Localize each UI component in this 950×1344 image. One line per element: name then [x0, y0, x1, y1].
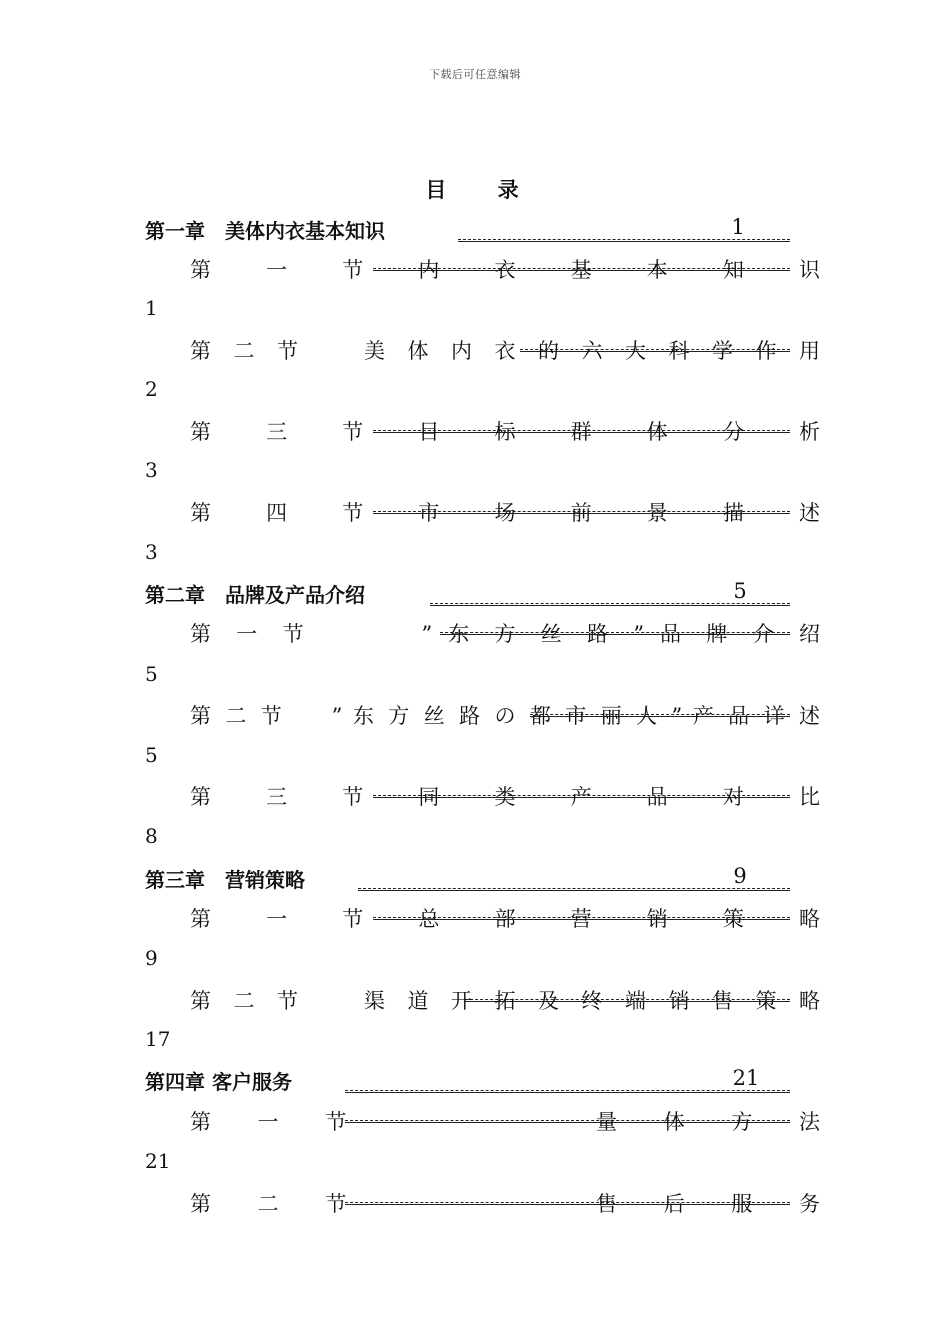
- section-title: 第 二 节 ” 东 方 丝 路 の 都 市 丽 人 ” 产 品 详 述: [190, 704, 820, 728]
- section-title: 第 二 节 渠 道 开 拓 及 终 端 销 售 策 略: [190, 989, 820, 1013]
- section-title: 第 二 节 美 体 内 衣 的 六 大 科 学 作 用: [190, 339, 820, 363]
- toc-section-2-2[interactable]: [190, 700, 820, 730]
- toc-section-1-4[interactable]: [190, 497, 820, 527]
- chapter-page-number: 5: [733, 579, 747, 603]
- section-page-number: 17: [145, 1027, 171, 1051]
- section-page-number: 2: [145, 377, 158, 401]
- chapter-page-number: 1: [731, 215, 745, 239]
- toc-section-1-2[interactable]: [190, 335, 820, 365]
- section-title: 第 一 节 内 衣 基 本 知 识: [190, 258, 820, 282]
- section-title: 第 三 节 目 标 群 体 分 析: [190, 420, 820, 444]
- toc-section-2-1[interactable]: [190, 618, 820, 648]
- toc-chapter-4[interactable]: [145, 1066, 790, 1096]
- section-page-number: 21: [145, 1149, 171, 1173]
- header-note: 下载后可任意编辑: [429, 68, 521, 81]
- section-page-number: 5: [145, 662, 158, 686]
- toc-title: 目 录: [425, 177, 541, 202]
- section-title: 第 三 节 同 类 产 品 对 比: [190, 785, 820, 809]
- chapter-title: 第四章 客户服务: [145, 1070, 292, 1094]
- section-title: 第 二 节 售 后 服 务: [190, 1192, 820, 1216]
- section-title: 第 一 节 ” 东 方 丝 路 ” 品 牌 介 绍: [190, 622, 820, 646]
- toc-section-3-2[interactable]: [190, 985, 820, 1015]
- chapter-title: 第一章 美体内衣基本知识: [145, 219, 385, 243]
- dotted-leader: [345, 1090, 790, 1093]
- dotted-leader: [458, 239, 790, 242]
- section-title: 第 一 节 量 体 方 法: [190, 1110, 820, 1134]
- toc-chapter-3[interactable]: [145, 864, 790, 894]
- section-page-number: 3: [145, 540, 158, 564]
- section-page-number: 9: [145, 946, 158, 970]
- section-page-number: 5: [145, 743, 158, 767]
- section-page-number: 8: [145, 824, 158, 848]
- toc-section-2-3[interactable]: [190, 781, 820, 811]
- dotted-leader: [358, 888, 790, 891]
- section-title: 第 一 节 总 部 营 销 策 略: [190, 907, 820, 931]
- toc-section-1-3[interactable]: [190, 416, 820, 446]
- toc-section-1-1[interactable]: [190, 254, 820, 284]
- toc-section-3-1[interactable]: [190, 903, 820, 933]
- chapter-page-number: 9: [733, 864, 747, 888]
- toc-section-4-2[interactable]: [190, 1188, 820, 1218]
- toc-section-4-1[interactable]: [190, 1106, 820, 1136]
- chapter-title: 第二章 品牌及产品介绍: [145, 583, 365, 607]
- dotted-leader: [430, 603, 790, 606]
- section-title: 第 四 节 市 场 前 景 描 述: [190, 501, 820, 525]
- toc-chapter-1[interactable]: [145, 215, 790, 245]
- section-page-number: 3: [145, 458, 158, 482]
- section-page-number: 1: [145, 296, 158, 320]
- chapter-page-number: 21: [732, 1066, 760, 1090]
- chapter-title: 第三章 营销策略: [145, 868, 305, 892]
- toc-chapter-2[interactable]: [145, 579, 790, 609]
